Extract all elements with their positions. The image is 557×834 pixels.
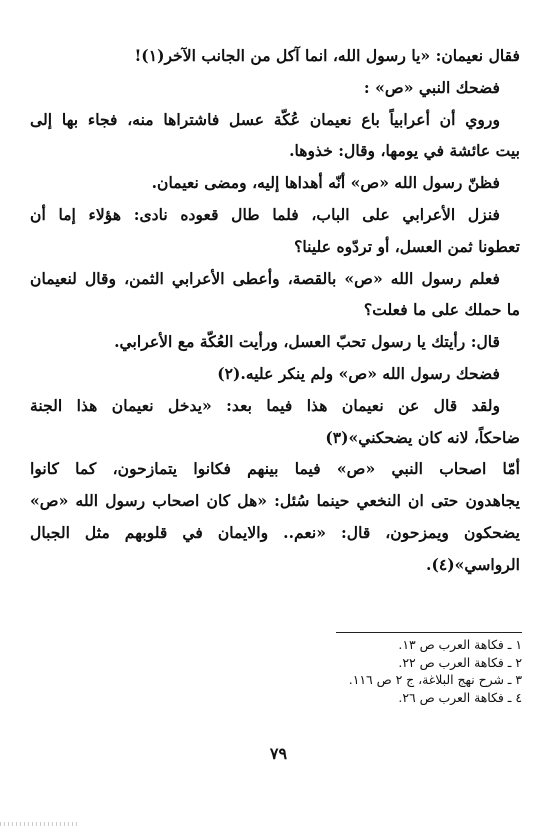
text-line: تعطونا ثمن العسل، أو تردّوه علينا؟ [294,236,520,256]
footnote-item: ٤ ـ فكاهة العرب ص ٢٦. [398,689,522,705]
text-line: فنزل الأعرابي على الباب، فلما طال قعوده نادى: هؤلاء إما أن [30,204,500,224]
text-line: فظنّ رسول الله «ص» أنّه أهداها إليه، ومضى نعيمان. [151,173,500,193]
footnote-divider [336,632,522,633]
text-line: فعلم رسول الله «ص» بالقصة، وأعطى الأعرابي الثمن، وقال لنعيمان [30,268,500,288]
text-line: ولقد قال عن نعيمان هذا فيما بعد: «يدخل نعيمان هذا الجنة [30,395,500,415]
text-line: فضحك رسول الله «ص» ولم ينكر عليه.(٢) [217,363,500,383]
text-line: ضاحكاً، لانه كان يضحكني»(٣) [325,427,520,447]
main-text [30,40,520,581]
footnote-item: ٢ ـ فكاهة العرب ص ٢٢. [398,654,522,670]
footnotes [280,636,522,706]
text-line: قال: رأيتك يا رسول تحبّ العسل، ورأيت العُكّة مع الأعرابي. [114,332,500,352]
text-line: فقال نعيمان: «يا رسول الله، انما آكل من الجانب الآخر(١)! [134,46,520,65]
text-line: بيت عائشة في يومها، وقال: خذوها. [289,141,520,161]
scan-edge-artifact [0,822,80,826]
footnote-item: ٣ ـ شرح نهج البلاغة، ج ٢ ص ١١٦. [348,672,522,687]
text-line: ما حملك على ما فعلت؟ [363,300,520,320]
text-line: فضحك النبي «ص» : [363,77,500,97]
text-line: يجاهدون حتى ان النخعي حينما سُئل: «هل كان اصحاب رسول الله «ص» [30,491,520,511]
page-number: ٧٩ [269,744,288,763]
text-line: أمّا اصحاب النبي «ص» فيما بينهم فكانوا يتمازحون، كما كانوا [30,459,520,479]
footnote-item: ١ ـ فكاهة العرب ص ١٣. [398,637,522,652]
text-line: الرواسي»(٤). [426,554,520,574]
text-line: يضحكون ويمزحون، قال: «نعم.. والايمان في قلوبهم مثل الجبال [30,522,520,542]
text-line: وروي أن أعرابياً باع نعيمان عُكّة عسل فاشتراها منه، فجاء بها إلى [30,109,500,129]
